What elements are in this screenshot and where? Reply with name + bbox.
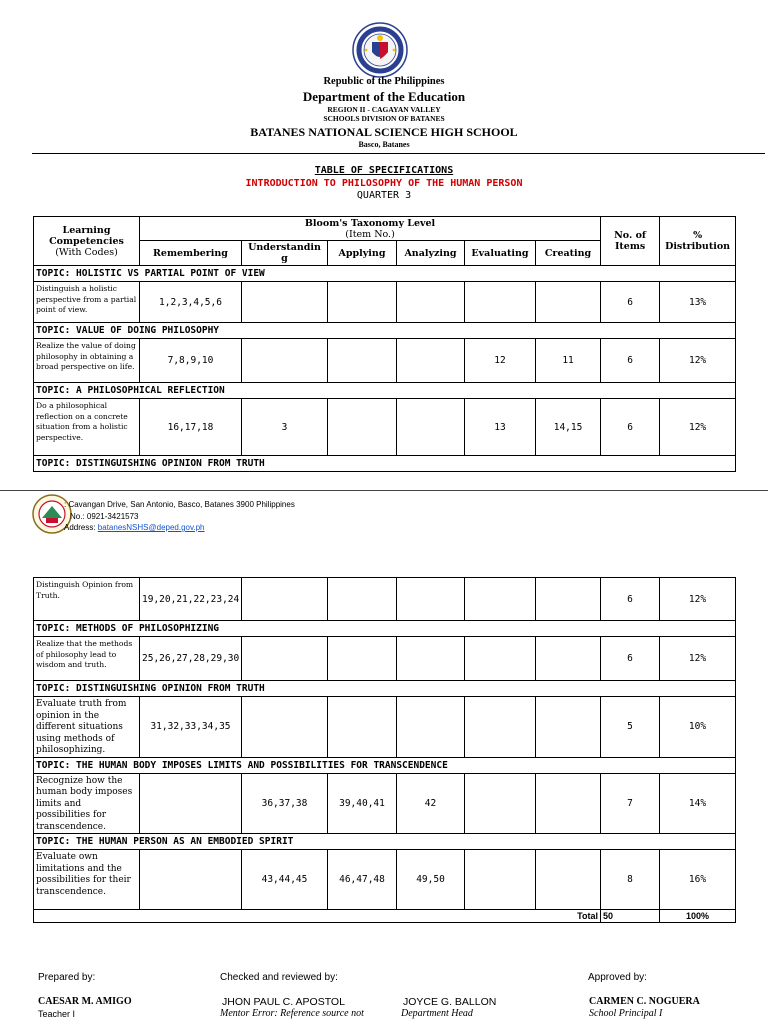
- header-region: REGION II - CAGAYAN VALLEY: [327, 105, 441, 114]
- item-cell: [328, 697, 397, 758]
- item-cell: [397, 697, 465, 758]
- prepared-by-label: Prepared by:: [38, 972, 96, 983]
- competency-cell: Realize the value of doing philosophy in obtaining a broad perspective on life.: [34, 339, 140, 383]
- header-location: Basco, Batanes: [358, 140, 410, 149]
- table-row: [34, 399, 736, 456]
- checker2-role: Department Head: [401, 1008, 473, 1019]
- level-remembering: Remembering: [140, 241, 242, 266]
- item-cell: 14,15: [536, 399, 601, 456]
- item-cell: [465, 637, 536, 681]
- item-cell: [397, 637, 465, 681]
- item-cell: [536, 282, 601, 323]
- level-analyzing: Analyzing: [397, 241, 465, 266]
- approver-name: CARMEN C. NOGUERA: [589, 996, 700, 1007]
- level-understanding: Understandin g: [242, 241, 328, 266]
- footer-email-label: Address:: [64, 523, 98, 532]
- table-row: [34, 850, 736, 910]
- total-row: [34, 910, 736, 923]
- item-cell: [397, 339, 465, 383]
- item-cell: [397, 578, 465, 621]
- document-title: TABLE OF SPECIFICATIONS: [314, 165, 454, 176]
- competency-cell: Recognize how the human body imposes limits and possibilities for transcendence.: [34, 773, 140, 834]
- percent-cell: 14%: [660, 773, 736, 834]
- items-count-cell: 6: [601, 399, 660, 456]
- items-count-cell: 7: [601, 773, 660, 834]
- topic-row: TOPIC: DISTINGUISHING OPINION FROM TRUTH: [34, 456, 736, 472]
- deped-seal-logo: [352, 22, 408, 78]
- item-cell: [328, 339, 397, 383]
- item-cell: [140, 773, 242, 834]
- item-cell: 1,2,3,4,5,6: [140, 282, 242, 323]
- total-label: Total: [34, 910, 601, 923]
- checker2-name: JOYCE G. BALLON: [403, 996, 497, 1008]
- header-department: Department of the Education: [302, 89, 466, 104]
- item-cell: 16,17,18: [140, 399, 242, 456]
- header-republic: Republic of the Philippines: [323, 76, 445, 87]
- item-cell: [328, 282, 397, 323]
- items-count-cell: 6: [601, 578, 660, 621]
- header-divider: [32, 153, 765, 154]
- preparer-name: CAESAR M. AMIGO: [38, 996, 132, 1007]
- item-cell: [465, 773, 536, 834]
- checked-by-label: Checked and reviewed by:: [220, 972, 338, 983]
- header-division: SCHOOLS DIVISION OF BATANES: [323, 114, 445, 123]
- item-cell: 36,37,38: [242, 773, 328, 834]
- approver-role: School Principal I: [589, 1008, 663, 1019]
- competency-cell: Distinguish a holistic perspective from a partial point of view.: [34, 282, 140, 323]
- total-percent: 100%: [660, 910, 736, 923]
- competency-cell: Evaluate truth from opinion in the different situations using methods of philosophizing.: [34, 697, 140, 758]
- item-cell: 39,40,41: [328, 773, 397, 834]
- item-cell: [536, 850, 601, 910]
- subject-title: INTRODUCTION TO PHILOSOPHY OF THE HUMAN PERSON: [245, 178, 523, 189]
- topic-row: TOPIC: VALUE OF DOING PHILOSOPHY: [34, 323, 736, 339]
- item-cell: [242, 578, 328, 621]
- items-count-cell: 5: [601, 697, 660, 758]
- percent-cell: 12%: [660, 578, 736, 621]
- items-count-cell: 6: [601, 339, 660, 383]
- topic-row: TOPIC: DISTINGUISHING OPINION FROM TRUTH: [34, 681, 736, 697]
- item-cell: [536, 637, 601, 681]
- competency-cell: Do a philosophical reflection on a concrete situation from a holistic perspective.: [34, 399, 140, 456]
- topic-row: TOPIC: THE HUMAN BODY IMPOSES LIMITS AND POSSIBILITIES FOR TRANSCENDENCE: [34, 757, 736, 773]
- total-items: 50: [601, 910, 660, 923]
- item-cell: 31,32,33,34,35: [140, 697, 242, 758]
- item-cell: 43,44,45: [242, 850, 328, 910]
- item-cell: 19,20,21,22,23,24: [140, 578, 242, 621]
- competency-cell: Realize that the methods of philosophy lead to wisdom and truth.: [34, 637, 140, 681]
- item-cell: 46,47,48: [328, 850, 397, 910]
- no-items-header: No. of Items: [601, 217, 660, 266]
- item-cell: [536, 578, 601, 621]
- item-cell: [328, 578, 397, 621]
- item-cell: 49,50: [397, 850, 465, 910]
- percent-cell: 10%: [660, 697, 736, 758]
- item-cell: 7,8,9,10: [140, 339, 242, 383]
- topic-row: TOPIC: HOLISTIC VS PARTIAL POINT OF VIEW: [34, 266, 736, 282]
- items-count-cell: 6: [601, 282, 660, 323]
- footer-address: : Cavangan Drive, San Antonio, Basco, Batanes 3900 Philippines: [64, 500, 295, 509]
- checker1-role: Mentor Error: Reference source not: [220, 1008, 364, 1019]
- percent-cell: 13%: [660, 282, 736, 323]
- topic-row: TOPIC: THE HUMAN PERSON AS AN EMBODIED SPIRIT: [34, 834, 736, 850]
- table-row: [34, 697, 736, 758]
- percent-cell: 12%: [660, 339, 736, 383]
- item-cell: [242, 637, 328, 681]
- distribution-header: % Distribution: [660, 217, 736, 266]
- item-cell: [140, 850, 242, 910]
- items-count-cell: 6: [601, 637, 660, 681]
- level-applying: Applying: [328, 241, 397, 266]
- item-cell: 11: [536, 339, 601, 383]
- item-cell: [465, 850, 536, 910]
- table-row: [34, 339, 736, 383]
- item-cell: 3: [242, 399, 328, 456]
- table-row: [34, 773, 736, 834]
- item-cell: [536, 773, 601, 834]
- item-cell: 13: [465, 399, 536, 456]
- footer-email-link[interactable]: batanesNSHS@deped.gov.ph: [97, 523, 205, 532]
- percent-cell: 12%: [660, 637, 736, 681]
- item-cell: 42: [397, 773, 465, 834]
- footer-email-line: [64, 523, 205, 532]
- footer-phone: No.: 0921-3421573: [70, 512, 139, 521]
- table-row: [34, 282, 736, 323]
- item-cell: [242, 282, 328, 323]
- item-cell: [465, 697, 536, 758]
- topic-row: TOPIC: METHODS OF PHILOSOPHIZING: [34, 621, 736, 637]
- item-cell: [328, 637, 397, 681]
- item-cell: [397, 399, 465, 456]
- table-row: [34, 637, 736, 681]
- table-row: [34, 578, 736, 621]
- quarter-label: QUARTER 3: [356, 190, 412, 201]
- bloom-header: Bloom's Taxonomy Level (Item No.): [140, 217, 601, 241]
- specification-table-page1: [33, 216, 736, 472]
- competencies-header: Learning Competencies (With Codes): [34, 217, 140, 266]
- item-cell: [465, 578, 536, 621]
- competency-cell: Evaluate own limitations and the possibilities for their transcendence.: [34, 850, 140, 910]
- level-creating: Creating: [536, 241, 601, 266]
- footer-divider: [0, 490, 768, 491]
- level-evaluating: Evaluating: [465, 241, 536, 266]
- preparer-role: Teacher I: [38, 1009, 76, 1019]
- percent-cell: 16%: [660, 850, 736, 910]
- specification-table-page2: [33, 577, 736, 923]
- percent-cell: 12%: [660, 399, 736, 456]
- item-cell: 25,26,27,28,29,30: [140, 637, 242, 681]
- header-school: BATANES NATIONAL SCIENCE HIGH SCHOOL: [250, 125, 518, 139]
- competency-cell: Distinguish Opinion from Truth.: [34, 578, 140, 621]
- item-cell: [536, 697, 601, 758]
- topic-row: TOPIC: A PHILOSOPHICAL REFLECTION: [34, 383, 736, 399]
- approved-by-label: Approved by:: [588, 972, 647, 983]
- item-cell: [465, 282, 536, 323]
- item-cell: [397, 282, 465, 323]
- item-cell: 12: [465, 339, 536, 383]
- checker1-name: JHON PAUL C. APOSTOL: [222, 996, 345, 1008]
- item-cell: [242, 697, 328, 758]
- item-cell: [242, 339, 328, 383]
- items-count-cell: 8: [601, 850, 660, 910]
- item-cell: [328, 399, 397, 456]
